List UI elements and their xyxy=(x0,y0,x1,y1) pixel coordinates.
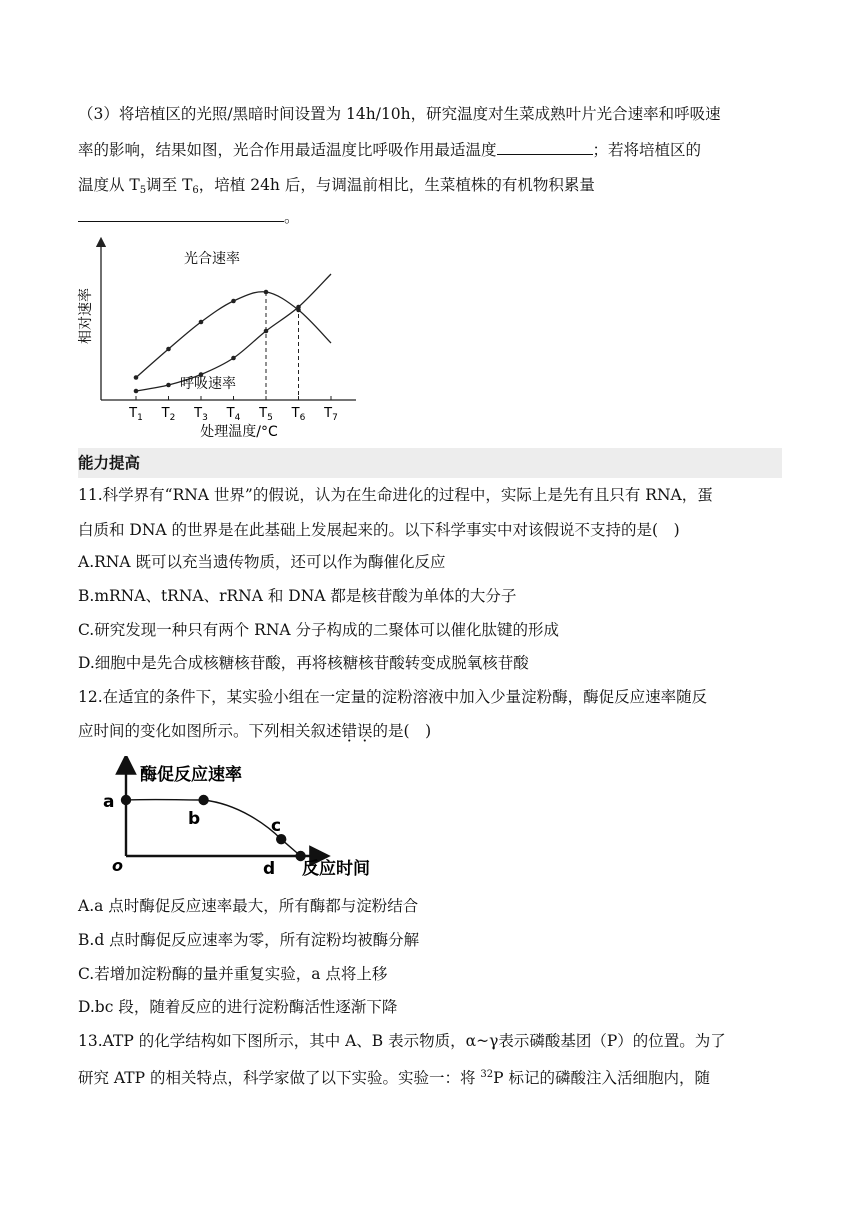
q11-stem-2: 白质和 DNA 的世界是在此基础上发展起来的。以下科学事实中对该假说不支持的是( ) xyxy=(78,521,680,539)
origin-label: o xyxy=(112,856,123,875)
answer-blank-1 xyxy=(497,140,593,155)
q3-line4-end: 。 xyxy=(284,208,300,226)
q3-line2 xyxy=(78,139,701,161)
respiration-point-T2 xyxy=(166,383,171,388)
x-tick-T1: $T_1$ xyxy=(129,406,143,423)
point-label-d: d xyxy=(263,859,276,879)
respiration-point-T6 xyxy=(296,305,301,310)
answer-blank-2 xyxy=(78,207,284,222)
x-tick-T3: $T_3$ xyxy=(194,406,208,423)
point-d xyxy=(295,851,305,861)
point-a xyxy=(121,795,131,805)
point-label-b: b xyxy=(188,809,201,829)
q12-option-b: B.d 点时酶促反应速率为零，所有淀粉均被酶分解 xyxy=(78,931,420,949)
emphasis-char-2: 误 xyxy=(357,722,373,740)
x-tick-T6: $T_6$ xyxy=(291,406,306,423)
point-label-a: a xyxy=(103,792,115,812)
photosynthesis-point-T3 xyxy=(199,320,204,325)
q13-line-2-b: P 标记的磷酸注入活细胞内，随 xyxy=(493,1069,710,1087)
isotope-superscript: 32 xyxy=(480,1069,494,1080)
q13-line-1: 13.ATP 的化学结构如下图所示，其中 A、B 表示物质，α~γ表示磷酸基团（P）的位置。为了 xyxy=(78,1032,726,1050)
photosynthesis-point-T4 xyxy=(231,299,236,304)
x-axis-label: 处理温度/°C xyxy=(200,424,278,440)
y-axis-label: 酶促反应速率 xyxy=(140,765,242,785)
photosynthesis-point-T1 xyxy=(134,375,139,380)
q3-line4 xyxy=(78,206,300,228)
q11-option-d: D.细胞中是先合成核糖核苷酸，再将核糖核苷酸转变成脱氧核苷酸 xyxy=(78,654,529,672)
q11-stem-1: 11.科学界有“RNA 世界”的假说，认为在生命进化的过程中，实际上是先有且只有 RNA，蛋 xyxy=(78,486,713,504)
q13-line-2 xyxy=(78,1064,710,1089)
q3-sub-5: 5 xyxy=(139,185,147,196)
x-tick-T2: $T_2$ xyxy=(161,406,176,423)
photosynthesis-label: 光合速率 xyxy=(184,251,240,267)
x-tick-T4: $T_4$ xyxy=(226,406,241,423)
photosynthesis-point-T2 xyxy=(166,347,171,352)
rate-temperature-chart xyxy=(74,236,364,446)
point-b xyxy=(198,795,208,805)
x-axis-label: 反应时间 xyxy=(302,859,370,879)
x-tick-T7: $T_7$ xyxy=(324,406,338,423)
y-axis-label: 相对速率 xyxy=(78,288,94,344)
x-tick-T5: $T_5$ xyxy=(259,406,273,423)
q12-stem-1: 12.在适宜的条件下，某实验小组在一定量的淀粉溶液中加入少量淀粉酶，酶促反应速率随反 xyxy=(78,688,708,706)
q12-stem-2-b: 的是( ) xyxy=(372,722,432,740)
q12-option-d: D.bc 段，随着反应的进行淀粉酶活性逐渐下降 xyxy=(78,998,398,1016)
q11-option-b: B.mRNA、tRNA、rRNA 和 DNA 都是核苷酸为单体的大分子 xyxy=(78,587,517,605)
emphasis-char-1: 错 xyxy=(341,722,358,740)
q11-option-c: C.研究发现一种只有两个 RNA 分子构成的二聚体可以催化肽键的形成 xyxy=(78,621,560,639)
q3-line2-end: ；若将培植区的 xyxy=(592,141,702,159)
q3-line3-a: 温度从 T xyxy=(78,176,140,194)
enzyme-rate-chart xyxy=(100,756,400,884)
respiration-label: 呼吸速率 xyxy=(180,376,236,392)
respiration-point-T5 xyxy=(264,329,269,334)
q12-option-c: C.若增加淀粉酶的量并重复实验，a 点将上移 xyxy=(78,965,388,983)
q3-line1: （3）将培植区的光照/黑暗时间设置为 14h/10h，研究温度对生菜成熟叶片光合速率和呼吸速 xyxy=(78,105,721,123)
q3-sub-6: 6 xyxy=(192,185,199,196)
section-bar xyxy=(78,448,782,478)
q13-line-2-a: 研究 ATP 的相关特点，科学家做了以下实验。实验一：将 xyxy=(78,1069,481,1087)
point-label-c: c xyxy=(271,816,282,836)
q12-stem-2-a: 应时间的变化如图所示。下列相关叙述 xyxy=(78,722,342,740)
respiration-curve xyxy=(136,274,331,391)
q3-line3 xyxy=(78,174,595,202)
q3-line3-b: 调至 T xyxy=(146,176,193,194)
q12-stem-2 xyxy=(78,720,431,742)
section-title: 能力提高 xyxy=(78,454,141,472)
q3-line3-c: ，培植 24h 后，与调温前相比，生菜植株的有机物积累量 xyxy=(198,176,595,194)
respiration-point-T4 xyxy=(231,356,236,361)
photosynthesis-point-T5 xyxy=(264,290,269,295)
q12-option-a: A.a 点时酶促反应速率最大，所有酶都与淀粉结合 xyxy=(78,897,419,915)
guide-lines xyxy=(266,292,299,400)
q3-line2-text: 率的影响，结果如图，光合作用最适温度比呼吸作用最适温度 xyxy=(78,141,497,159)
respiration-point-T1 xyxy=(134,389,139,394)
q11-option-a: A.RNA 既可以充当遗传物质，还可以作为酶催化反应 xyxy=(78,553,446,571)
